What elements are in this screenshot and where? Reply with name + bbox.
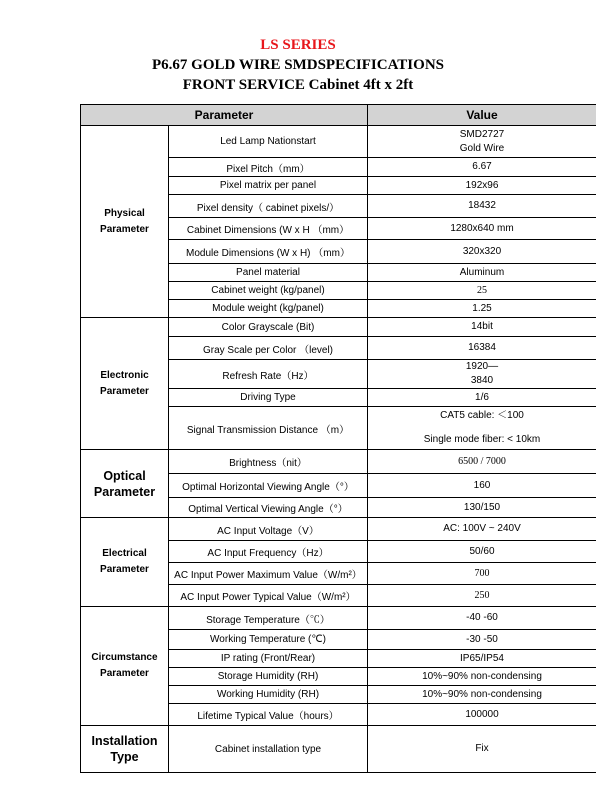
parameter-cell: Color Grayscale (Bit) — [169, 318, 368, 337]
value-cell — [368, 264, 596, 282]
value-cell — [368, 300, 596, 318]
value-text: 100000 — [465, 708, 499, 720]
series-title: LS SERIES — [260, 37, 336, 53]
product-subtitle: FRONT SERVICE Cabinet 4ft x 2ft — [182, 77, 414, 93]
parameter-cell: AC Input Frequency（Hz） — [169, 541, 368, 563]
value-text: 700 — [474, 567, 490, 579]
parameter-cell: AC Input Power Typical Value（W/m²） — [169, 585, 368, 607]
parameter-cell: Led Lamp Nationstart — [169, 126, 368, 158]
table-row — [81, 318, 596, 337]
parameter-cell: Refresh Rate（Hz） — [169, 360, 368, 389]
parameter-cell: Module Dimensions (W x H) （mm） — [169, 240, 368, 264]
value-cell — [368, 126, 596, 158]
parameter-cell: IP rating (Front/Rear) — [169, 650, 368, 668]
parameter-cell: Brightness（nit） — [169, 450, 368, 474]
value-text: 130/150 — [463, 501, 501, 513]
value-text: 1/6 — [475, 391, 489, 403]
category-cell — [81, 607, 169, 726]
category-label: Circumstance — [91, 652, 158, 663]
value-text: 6.67 — [472, 161, 492, 172]
category-cell — [81, 518, 169, 607]
table-row — [81, 726, 596, 773]
value-cell — [368, 450, 596, 474]
value-text: 50/60 — [469, 545, 495, 557]
value-text: Fix — [475, 743, 489, 754]
value-text: Single mode fiber: < 10km — [423, 434, 541, 445]
value-cell — [368, 650, 596, 668]
table-row — [81, 450, 596, 474]
parameter-cell: Panel material — [169, 264, 368, 282]
value-cell — [368, 195, 596, 218]
specification-table — [80, 104, 596, 773]
parameter-cell: Cabinet weight (kg/panel) — [169, 282, 368, 300]
parameter-cell: Module weight (kg/panel) — [169, 300, 368, 318]
value-cell — [368, 668, 596, 686]
value-text: 3840 — [470, 375, 494, 386]
value-cell — [368, 585, 596, 607]
value-text: 192x96 — [465, 179, 499, 191]
value-text: -40 -60 — [466, 612, 498, 623]
category-label: Parameter — [93, 484, 156, 499]
parameter-cell: Lifetime Typical Value（hours） — [169, 704, 368, 726]
value-text: 16384 — [468, 342, 496, 353]
value-text: 14bit — [471, 321, 493, 332]
value-cell — [368, 407, 596, 450]
value-cell — [368, 158, 596, 177]
parameter-cell: AC Input Voltage（V） — [169, 518, 368, 541]
category-label: Parameter — [100, 668, 149, 679]
value-text: 160 — [473, 479, 491, 491]
value-cell — [368, 389, 596, 407]
parameter-cell: AC Input Power Maximum Value（W/m²） — [169, 563, 368, 585]
category-label: Type — [110, 750, 139, 764]
product-title: P6.67 GOLD WIRE SMDSPECIFICATIONS — [152, 57, 444, 73]
value-cell — [368, 607, 596, 630]
value-cell — [368, 704, 596, 726]
value-text: 10%~90% non-condensing — [422, 688, 542, 700]
category-cell — [81, 126, 169, 318]
value-text: Aluminum — [459, 266, 505, 278]
parameter-cell: Storage Humidity (RH) — [169, 668, 368, 686]
value-cell — [368, 726, 596, 773]
value-text: AC: 100V ~ 240V — [443, 523, 521, 534]
value-cell — [368, 541, 596, 563]
value-text: CAT5 cable: ＜100 — [440, 410, 524, 421]
category-cell — [81, 726, 169, 773]
category-cell — [81, 450, 169, 518]
category-label: Parameter — [100, 385, 149, 397]
category-label: Parameter — [100, 564, 149, 575]
table-row — [81, 607, 596, 630]
parameter-cell: Working Temperature (℃) — [169, 630, 368, 650]
value-cell — [368, 282, 596, 300]
value-text: -30 -50 — [466, 633, 498, 645]
value-text: IP65/IP54 — [460, 652, 504, 664]
value-text: 6500 / 7000 — [458, 455, 506, 467]
category-label: Optical — [103, 468, 146, 483]
value-cell — [368, 337, 596, 360]
value-text: 10%~90% non-condensing — [422, 670, 542, 682]
value-cell — [368, 498, 596, 518]
column-header-parameter: Parameter — [81, 105, 368, 126]
value-text: 25 — [477, 284, 487, 296]
category-cell — [81, 318, 169, 450]
value-cell — [368, 474, 596, 498]
category-label: Electronic — [100, 369, 149, 381]
parameter-cell: Pixel matrix per panel — [169, 177, 368, 195]
parameter-cell: Gray Scale per Color （level) — [169, 337, 368, 360]
category-label: Electrical — [102, 548, 147, 559]
value-text: 1920— — [465, 361, 499, 372]
parameter-cell: Pixel Pitch（mm） — [169, 158, 368, 177]
document-header — [0, 36, 596, 95]
table-row — [81, 126, 596, 158]
table-header-row — [81, 105, 596, 126]
category-label: Installation — [91, 734, 158, 748]
parameter-cell: Working Humidity (RH) — [169, 686, 368, 704]
table-row — [81, 518, 596, 541]
column-header-value: Value — [368, 105, 596, 126]
value-cell — [368, 630, 596, 650]
category-label: Physical — [104, 207, 145, 219]
parameter-cell: Optimal Vertical Viewing Angle（°） — [169, 498, 368, 518]
value-cell — [368, 240, 596, 264]
value-cell — [368, 318, 596, 337]
parameter-cell: Optimal Horizontal Viewing Angle（°） — [169, 474, 368, 498]
value-cell — [368, 518, 596, 541]
parameter-cell: Driving Type — [169, 389, 368, 407]
parameter-cell: Storage Temperature（℃） — [169, 607, 368, 630]
parameter-cell: Pixel density（ cabinet pixels/） — [169, 195, 368, 218]
parameter-cell: Cabinet installation type — [169, 726, 368, 773]
value-cell — [368, 563, 596, 585]
value-text: SMD2727 — [459, 128, 505, 140]
value-cell — [368, 177, 596, 195]
value-cell — [368, 686, 596, 704]
value-text: Gold Wire — [459, 142, 505, 154]
value-cell — [368, 360, 596, 389]
table-body — [81, 126, 596, 773]
value-text: 250 — [474, 589, 490, 601]
category-label: Parameter — [100, 223, 149, 235]
value-text: 18432 — [468, 200, 496, 211]
value-cell — [368, 218, 596, 240]
parameter-cell: Cabinet Dimensions (W x H （mm） — [169, 218, 368, 240]
value-text: 1280x640 mm — [450, 222, 514, 234]
value-text: 1.25 — [472, 302, 492, 314]
value-text: 320x320 — [462, 245, 502, 257]
parameter-cell: Signal Transmission Distance （m） — [169, 407, 368, 450]
